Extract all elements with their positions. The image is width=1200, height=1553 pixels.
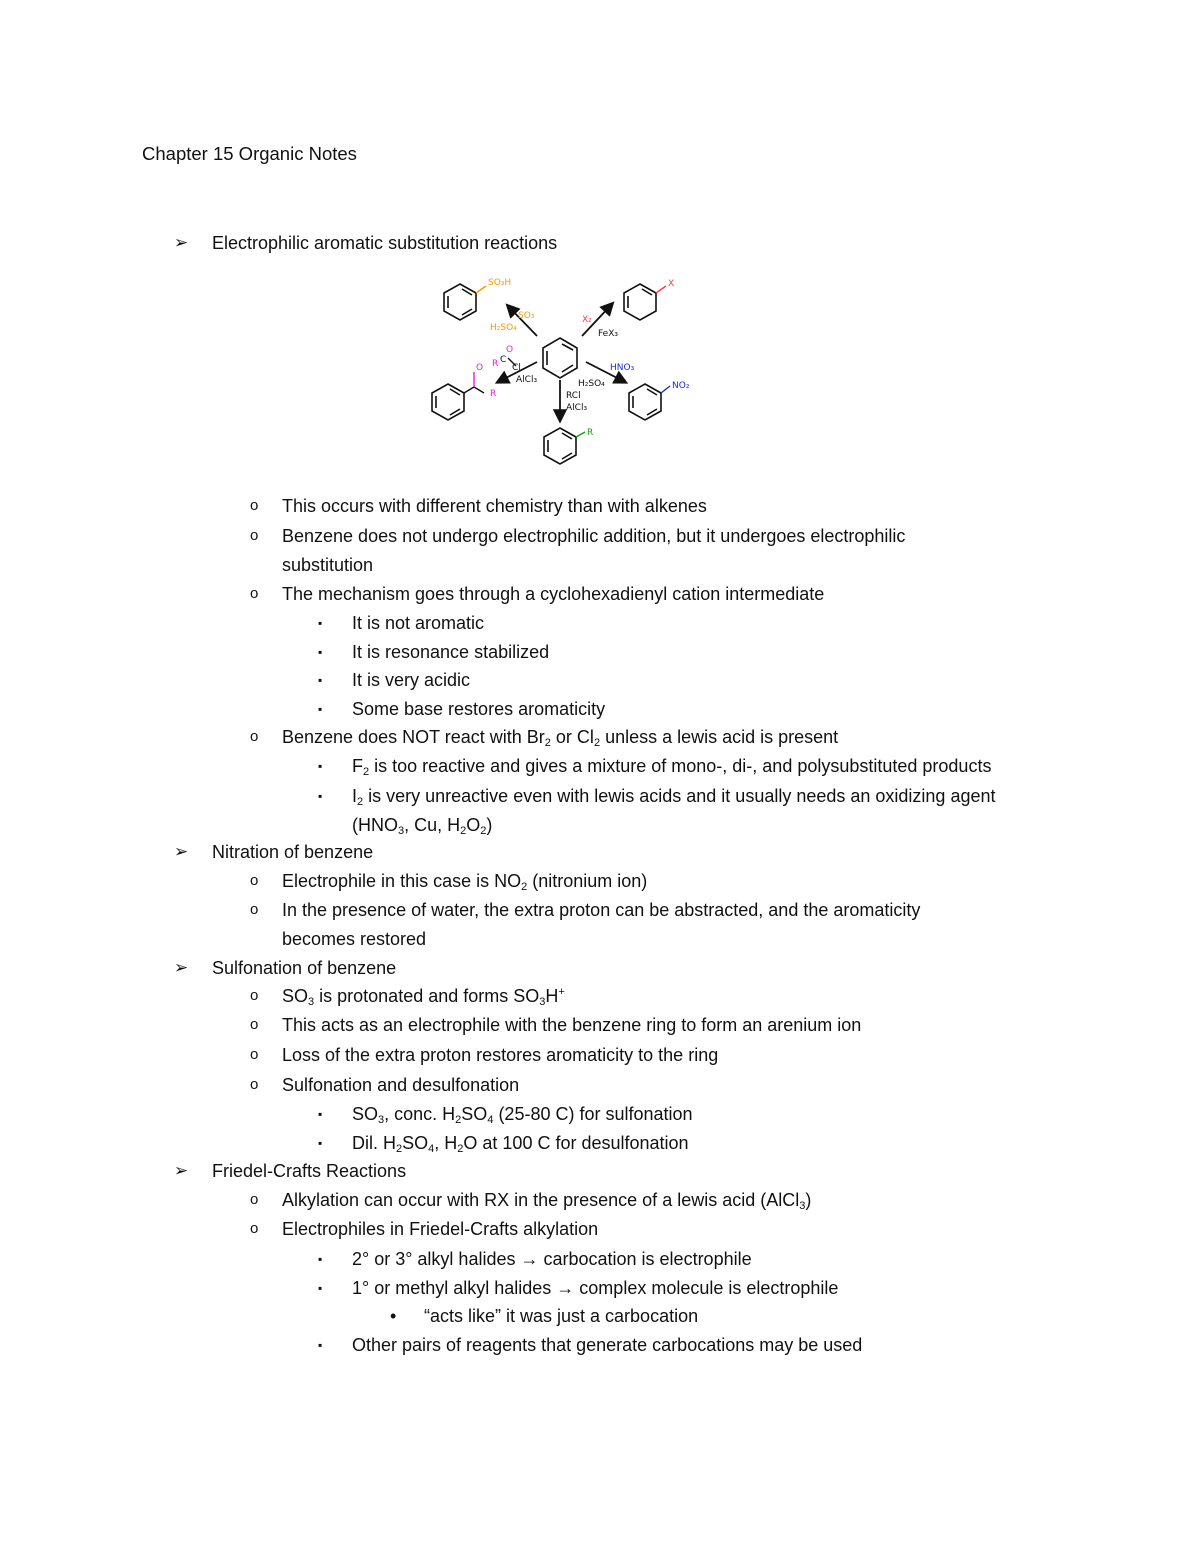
- no2-label: NO₂: [672, 381, 690, 391]
- so3h-label: SO₃H: [488, 278, 512, 288]
- right-arrow-icon: →: [520, 1249, 539, 1269]
- bullet-o: o: [250, 1046, 259, 1063]
- list-item: In the presence of water, the extra proton can be abstracted, and the aromaticity: [282, 900, 921, 920]
- bullet-o: o: [250, 1016, 259, 1033]
- list-item: $F_2$ is too reactive and gives a mixture of mono-, di-, and polysubstituted products: [352, 756, 992, 778]
- list-item: Dil. $H_2SO_4$, $H_2O$ at 100 C for desulfonation: [352, 1133, 689, 1155]
- list-item: $I_2$ is very unreactive even with lewis acids and it usually needs an oxidizing agent: [352, 786, 996, 808]
- right-arrow-icon: →: [556, 1278, 575, 1298]
- bullet-square: ▪: [318, 1338, 323, 1352]
- list-item: Other pairs of reagents that generate carbocations may be used: [352, 1335, 863, 1355]
- bullet-o: o: [250, 527, 259, 544]
- list-item: Electrophile in this case is $NO_2$ (nitronium ion): [282, 871, 648, 893]
- bullet-square: ▪: [318, 759, 323, 773]
- bullet-o: o: [250, 987, 259, 1004]
- list-item: This acts as an electrophile with the benzene ring to form an arenium ion: [282, 1015, 862, 1035]
- heading-arrow-marker: ➢: [174, 233, 189, 252]
- bullet-square: ▪: [318, 1252, 323, 1266]
- bullet-square: ▪: [318, 1136, 323, 1150]
- bullet-square: ▪: [318, 702, 323, 716]
- h2so4-left-label: H₂SO₄: [490, 323, 517, 333]
- bullet-dot: •: [390, 1306, 397, 1326]
- section-heading-friedel-crafts: Friedel-Crafts Reactions: [212, 1161, 407, 1181]
- list-item: $SO_3$ is protonated and forms $SO_3H^+$: [282, 986, 565, 1008]
- x2-label: X₂: [582, 315, 592, 325]
- list-item: 1° or methyl alkyl halides → complex molecule is electrophile: [352, 1278, 839, 1298]
- list-item: “acts like” it was just a carbocation: [424, 1306, 699, 1326]
- benzene-center-ring: [543, 338, 577, 378]
- product-r-label: R: [490, 389, 497, 399]
- page-title: Chapter 15 Organic Notes: [142, 143, 357, 164]
- bullet-square: ▪: [318, 645, 323, 659]
- x-label: X: [668, 279, 675, 289]
- r-product-label: R: [587, 428, 594, 438]
- bullet-o: o: [250, 728, 259, 745]
- list-item: $SO_3$, conc. $H_2SO_4$ (25-80 C) for sulfonation: [352, 1104, 693, 1126]
- list-item: Benzene does NOT react with $Br_2$ or $Cl_2$ unless a lewis acid is present: [282, 727, 839, 749]
- bullet-o: o: [250, 585, 259, 602]
- list-item: Electrophiles in Friedel-Crafts alkylation: [282, 1219, 599, 1239]
- bullet-o: o: [250, 1220, 259, 1237]
- heading-arrow-marker: ➢: [174, 1161, 189, 1180]
- list-item: Benzene does not undergo electrophilic addition, but it undergoes electrophilic: [282, 526, 906, 546]
- reaction-scheme-diagram: [420, 262, 720, 472]
- list-item-continued: ($HNO_3$, Cu, $H_2O_2$): [352, 815, 493, 837]
- bullet-square: ▪: [318, 1281, 323, 1295]
- heading-arrow-marker: ➢: [174, 958, 189, 977]
- so3-label: SO₃: [518, 311, 535, 321]
- list-item: Alkylation can occur with RX in the presence of a lewis acid (AlCl$_3$): [282, 1190, 812, 1212]
- acyl-o-label: O: [506, 345, 514, 355]
- list-item: Some base restores aromaticity: [352, 699, 606, 719]
- bullet-square: ▪: [318, 789, 323, 803]
- section-heading-electrophilic-substitution: Electrophilic aromatic substitution reactions: [212, 233, 558, 253]
- hno3-label: HNO₃: [610, 363, 635, 373]
- bullet-square: ▪: [318, 673, 323, 687]
- list-item: 2° or 3° alkyl halides → carbocation is electrophile: [352, 1249, 752, 1269]
- section-heading-sulfonation: Sulfonation of benzene: [212, 958, 397, 978]
- heading-arrow-marker: ➢: [174, 842, 189, 861]
- section-heading-nitration: Nitration of benzene: [212, 842, 374, 862]
- list-item-continued: becomes restored: [282, 929, 427, 949]
- bullet-o: o: [250, 1191, 259, 1208]
- acyl-r-label: R: [492, 359, 499, 369]
- rcl-label: RCl: [566, 391, 581, 401]
- bullet-o: o: [250, 872, 259, 889]
- bullet-square: ▪: [318, 1107, 323, 1121]
- list-item-continued: substitution: [282, 555, 374, 575]
- acyl-c-label: C: [500, 355, 507, 365]
- alcl3-left-label: AlCl₃: [516, 375, 538, 385]
- list-item: It is not aromatic: [352, 613, 485, 633]
- product-o-label: O: [476, 363, 484, 373]
- list-item: Loss of the extra proton restores aromaticity to the ring: [282, 1045, 719, 1065]
- alcl3-bottom-label: AlCl₃: [566, 403, 588, 413]
- fex3-label: FeX₃: [598, 329, 618, 339]
- list-item: It is resonance stabilized: [352, 642, 550, 662]
- list-item: This occurs with different chemistry than with alkenes: [282, 496, 707, 516]
- list-item: It is very acidic: [352, 670, 471, 690]
- bullet-o: o: [250, 901, 259, 918]
- bullet-o: o: [250, 497, 259, 514]
- h2so4-right-label: H₂SO₄: [578, 379, 605, 389]
- bullet-square: ▪: [318, 616, 323, 630]
- bullet-o: o: [250, 1076, 259, 1093]
- acyl-cl-label: Cl: [512, 363, 521, 373]
- list-item: The mechanism goes through a cyclohexadienyl cation intermediate: [282, 584, 825, 604]
- list-item: Sulfonation and desulfonation: [282, 1075, 520, 1095]
